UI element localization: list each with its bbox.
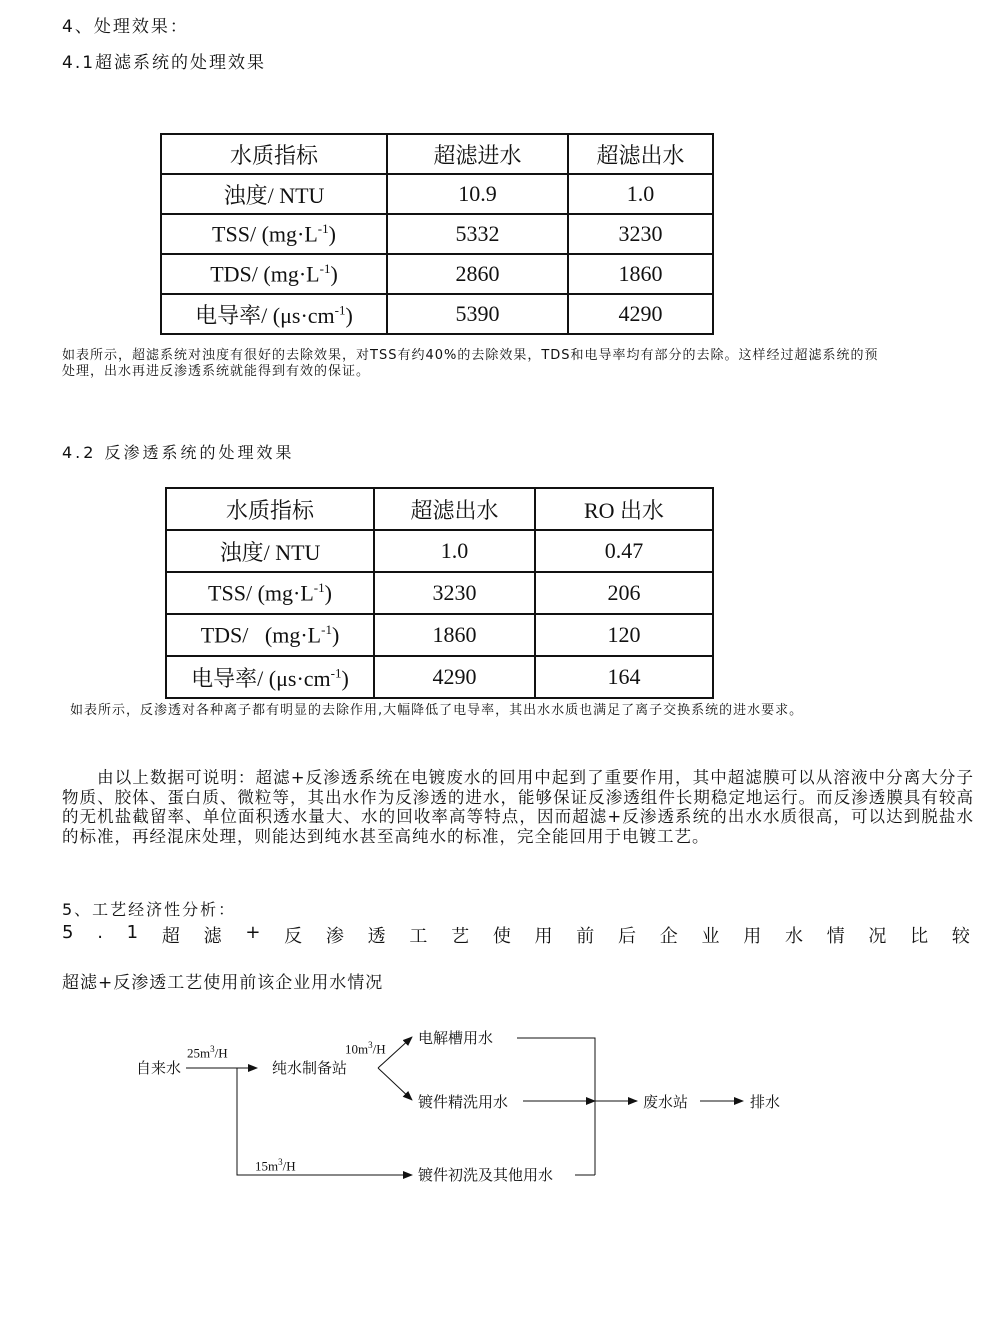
- value-cell: 0.47: [535, 530, 713, 572]
- indicator-exponent: -1: [334, 302, 346, 318]
- indicator-close: ): [324, 580, 332, 606]
- rate-10-label: $10m^3/H$: [345, 1040, 386, 1057]
- reverse-osmosis-table: [165, 487, 714, 699]
- indicator-cell: 浊度/ NTU: [166, 530, 374, 572]
- table-row: [161, 294, 713, 334]
- table2-note: 如表所示，反渗透对各种离子都有明显的去除作用,大幅降低了电导率，其出水水质也满足了离子交换系统的进水要求。: [70, 703, 804, 718]
- section-4-2-title: 4.2 反渗透系统的处理效果: [62, 443, 295, 462]
- indicator-close: ): [330, 261, 338, 287]
- table-header-cell: 水质指标: [161, 134, 387, 174]
- indicator-close: ): [331, 622, 340, 648]
- table-row: [161, 174, 713, 214]
- value-cell: 1860: [374, 614, 535, 656]
- value-cell: 1.0: [568, 174, 713, 214]
- indicator-close: ): [341, 665, 349, 691]
- title-char: 工: [409, 926, 430, 947]
- title-char: 用: [534, 926, 555, 947]
- value-cell: 120: [535, 614, 713, 656]
- table-header-cell: 超滤出水: [374, 488, 535, 530]
- title-char: 企: [659, 926, 680, 947]
- indicator-exponent: -1: [317, 220, 329, 236]
- title-char: 用: [743, 926, 764, 947]
- value-cell: 2860: [387, 254, 568, 294]
- table-header-cell: 超滤进水: [387, 134, 568, 174]
- arrow-station-to-fine-wash: [378, 1068, 412, 1100]
- table-row: [166, 572, 713, 614]
- table-header-cell: RO 出水: [535, 488, 713, 530]
- indicator-label: TDS/ (mg·L: [210, 261, 320, 287]
- title-char: 透: [367, 926, 388, 947]
- section-5-1-subtitle: 超滤+反渗透工艺使用前该企业用水情况: [62, 973, 384, 993]
- table1-note: 如表所示，超滤系统对浊度有很好的去除效果，对TSS有约40%的去除效果，TDS和电导率均有部分的去除。这样经过超滤系统的预处理，出水再进反渗透系统就能得到有效的保证。: [62, 348, 879, 379]
- waste-water-station-node: 废水站: [643, 1093, 689, 1111]
- table-row: [166, 656, 713, 698]
- indicator-label: 电导率/ (μs·cm: [195, 302, 335, 328]
- table-header-cell: 超滤出水: [568, 134, 713, 174]
- indicator-label: TDS/ (mg·L: [200, 622, 322, 648]
- table-header-row: [166, 488, 713, 530]
- value-cell: 4290: [374, 656, 535, 698]
- value-cell: 10.9: [387, 174, 568, 214]
- value-cell: 206: [535, 572, 713, 614]
- water-flow-diagram: [0, 1010, 1000, 1210]
- title-char: 业: [701, 926, 722, 947]
- title-char: 况: [868, 926, 889, 947]
- value-cell: 3230: [568, 214, 713, 254]
- ultrafiltration-table: [160, 133, 714, 335]
- title-char: 艺: [451, 926, 472, 947]
- value-cell: 4290: [568, 294, 713, 334]
- pure-water-station-node: 纯水制备站: [272, 1059, 348, 1077]
- title-char: 比: [910, 926, 931, 947]
- title-char: 水: [784, 926, 805, 947]
- indicator-exponent: -1: [330, 665, 342, 681]
- indicator-exponent: -1: [321, 621, 332, 637]
- title-char: 前: [576, 926, 597, 947]
- title-char: 5: [62, 922, 76, 943]
- section-5-1-title: [62, 922, 972, 948]
- indicator-cell: 浊度/ NTU: [161, 174, 387, 214]
- indicator-cell: [161, 214, 387, 254]
- title-char: 滤: [203, 926, 224, 947]
- indicator-cell: [166, 614, 374, 656]
- indicator-label: TSS/ (mg·L: [212, 221, 318, 247]
- table-header-row: [161, 134, 713, 174]
- title-char: 较: [951, 926, 972, 947]
- electrolysis-tank-node: 电解槽用水: [418, 1029, 494, 1047]
- indicator-exponent: -1: [313, 579, 325, 595]
- value-cell: 164: [535, 656, 713, 698]
- line-electrolysis-to-collector: [517, 1038, 595, 1175]
- table-row: [161, 254, 713, 294]
- indicator-close: ): [328, 221, 336, 247]
- value-cell: 5332: [387, 214, 568, 254]
- title-char: 渗: [325, 926, 346, 947]
- rate-25-label: $25m^3/H$: [187, 1044, 228, 1061]
- value-cell: 1860: [568, 254, 713, 294]
- indicator-cell: [161, 254, 387, 294]
- title-char: 使: [492, 926, 513, 947]
- fine-wash-node: 镀件精洗用水: [418, 1093, 509, 1111]
- title-char: .: [97, 922, 105, 943]
- section-4-1-title: 4.1超滤系统的处理效果: [62, 53, 267, 73]
- table-row: [166, 530, 713, 572]
- conclusion-paragraph: 由以上数据可说明：超滤+反渗透系统在电镀废水的回用中起到了重要作用，其中超滤膜可以从溶液中分离大分子物质、胶体、蛋白质、微粒等，其出水作为反渗透的进水，能够保证反渗透组件长期稳定地运行。而反渗透膜具有较高的无机盐截留率、单位面积透水量大、水的回收率高等特点，因而超滤+反渗透系统的出水水质很高，可以达到脱盐水的标准，再经混床处理，则能达到纯水甚至高纯水的标准，完全能回用于电镀工艺。: [62, 768, 974, 846]
- indicator-cell: [161, 294, 387, 334]
- indicator-label: TSS/ (mg·L: [208, 580, 314, 606]
- value-cell: 5390: [387, 294, 568, 334]
- tap-water-node: 自来水: [136, 1059, 182, 1077]
- title-char: 超: [161, 926, 182, 947]
- indicator-exponent: -1: [319, 260, 331, 276]
- rate-15-label: $15m^3/H$: [255, 1157, 296, 1174]
- indicator-cell: [166, 572, 374, 614]
- table-header-cell: 水质指标: [166, 488, 374, 530]
- rough-wash-node: 镀件初洗及其他用水: [418, 1166, 554, 1184]
- indicator-close: ): [345, 302, 353, 328]
- discharge-node: 排水: [750, 1093, 781, 1111]
- title-char: +: [245, 922, 263, 943]
- value-cell: 1.0: [374, 530, 535, 572]
- title-char: 后: [618, 926, 639, 947]
- indicator-cell: [166, 656, 374, 698]
- title-char: 反: [284, 926, 305, 947]
- section-5-title: 5、工艺经济性分析：: [62, 900, 237, 919]
- indicator-label: 电导率/ (μs·cm: [191, 665, 331, 691]
- heading-processing-effect: 4、处理效果：: [62, 17, 189, 37]
- table-row: [161, 214, 713, 254]
- title-char: 1: [126, 922, 141, 943]
- value-cell: 3230: [374, 572, 535, 614]
- table-row: [166, 614, 713, 656]
- title-char: 情: [826, 926, 847, 947]
